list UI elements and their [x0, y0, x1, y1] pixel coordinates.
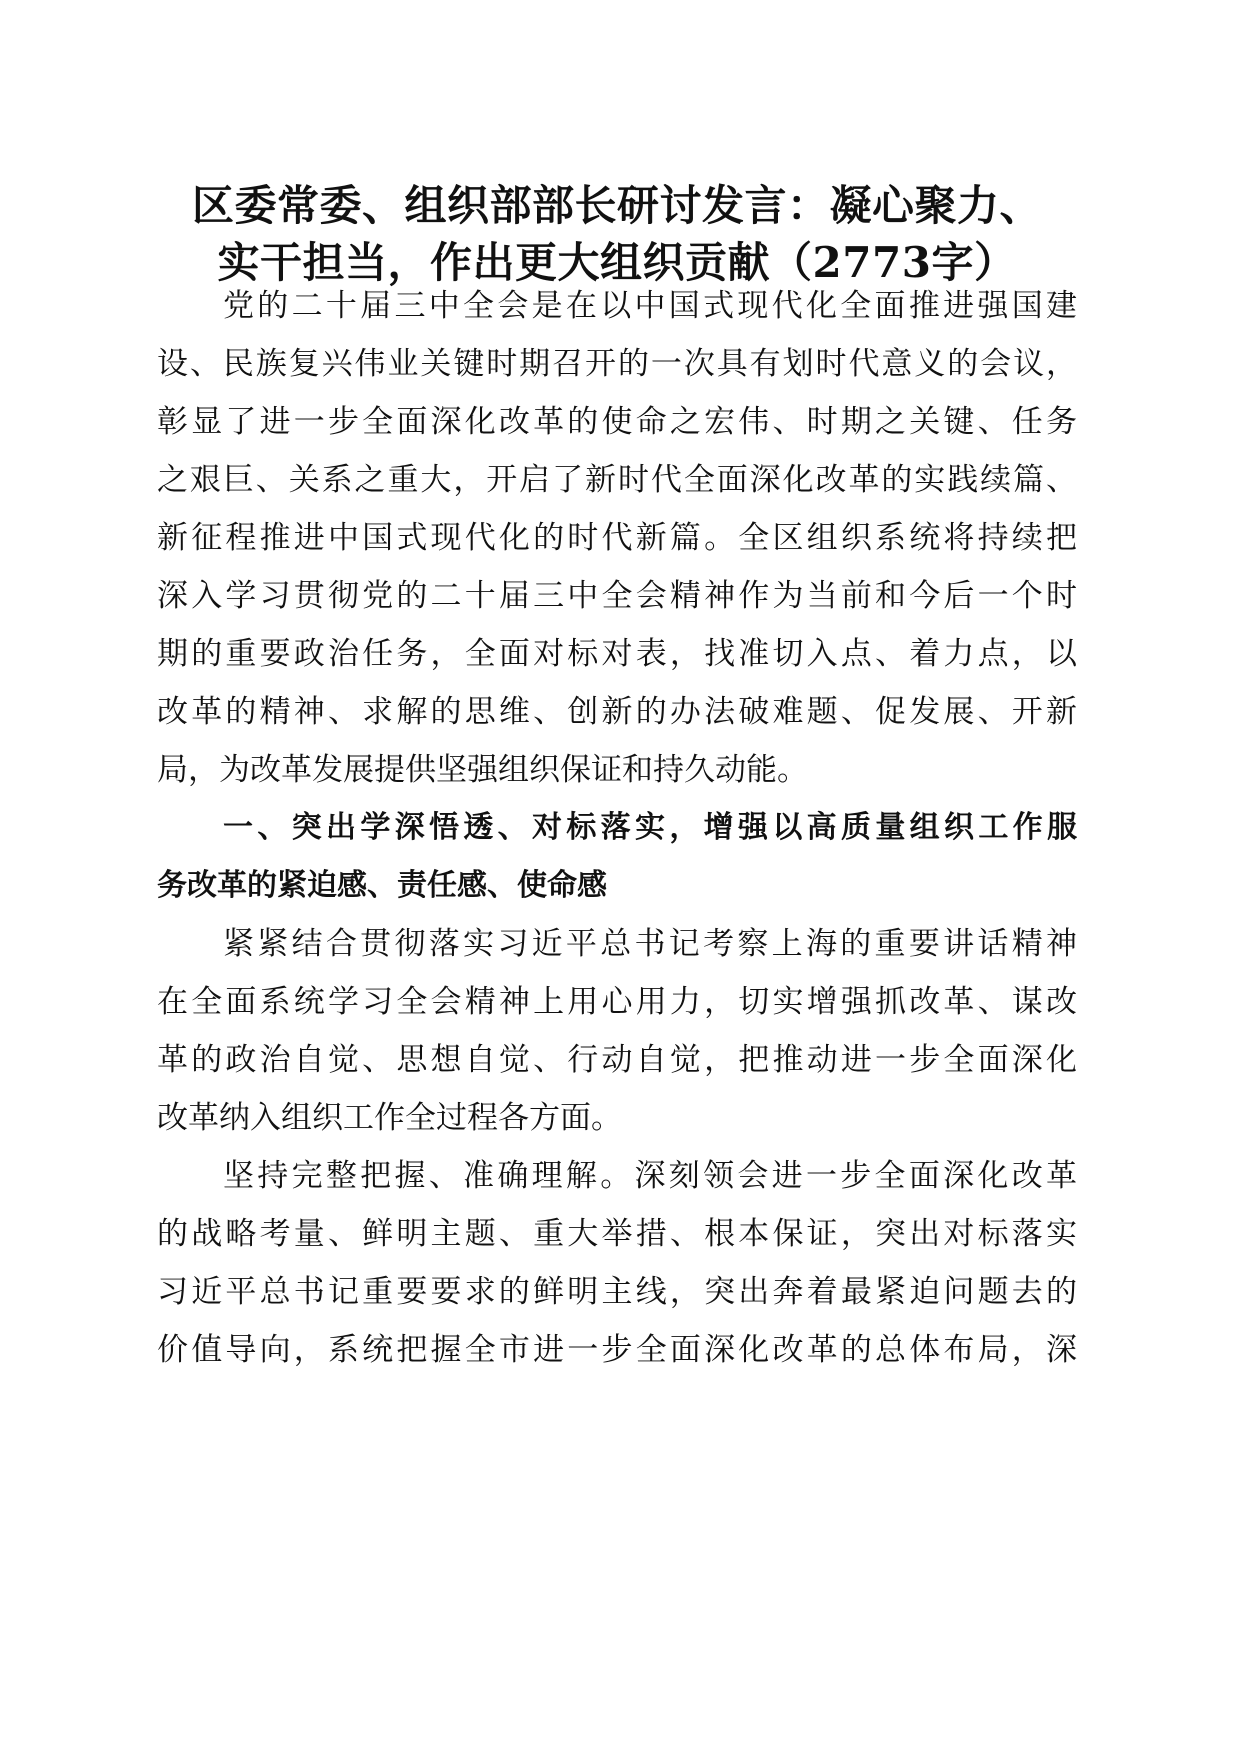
text-line: 的战略考量、鲜明主题、重大举措、根本保证，突出对标落实 — [157, 1216, 1077, 1252]
heading-line: 一、突出学深悟透、对标落实，增强以高质量组织工作服 — [223, 810, 1077, 845]
text-line: 深入学习贯彻党的二十届三中全会精神作为当前和今后一个时 — [157, 578, 1077, 614]
text-line: 在全面系统学习全会精神上用心用力，切实增强抓改革、谋改 — [157, 984, 1077, 1020]
text-line: 设、民族复兴伟业关键时期召开的一次具有划时代意义的会议， — [157, 346, 1077, 382]
text-line: 局，为改革发展提供坚强组织保证和持久动能。 — [157, 752, 808, 788]
document-title-line-2: 实干担当，作出更大组织贡献（2773字） — [217, 238, 1017, 287]
text-line: 坚持完整把握、准确理解。深刻领会进一步全面深化改革 — [223, 1158, 1077, 1194]
text-line: 新征程推进中国式现代化的时代新篇。全区组织系统将持续把 — [157, 520, 1077, 556]
heading-line: 务改革的紧迫感、责任感、使命感 — [157, 868, 607, 903]
document-title-line-1: 区委常委、组织部部长研讨发言：凝心聚力、 — [191, 181, 1042, 230]
text-line: 彰显了进一步全面深化改革的使命之宏伟、时期之关键、任务 — [157, 404, 1077, 440]
text-line: 改革纳入组织工作全过程各方面。 — [157, 1100, 622, 1136]
text-line: 改革的精神、求解的思维、创新的办法破难题、促发展、开新 — [157, 694, 1077, 730]
text-line: 紧紧结合贯彻落实习近平总书记考察上海的重要讲话精神 — [223, 926, 1077, 962]
text-line: 价值导向，系统把握全市进一步全面深化改革的总体布局，深 — [157, 1332, 1077, 1368]
text-line: 之艰巨、关系之重大，开启了新时代全面深化改革的实践续篇、 — [157, 462, 1077, 498]
text-line: 习近平总书记重要要求的鲜明主线，突出奔着最紧迫问题去的 — [157, 1274, 1077, 1310]
text-line: 党的二十届三中全会是在以中国式现代化全面推进强国建 — [223, 288, 1077, 324]
text-line: 革的政治自觉、思想自觉、行动自觉，把推动进一步全面深化 — [157, 1042, 1077, 1078]
text-line: 期的重要政治任务，全面对标对表，找准切入点、着力点，以 — [157, 636, 1077, 672]
